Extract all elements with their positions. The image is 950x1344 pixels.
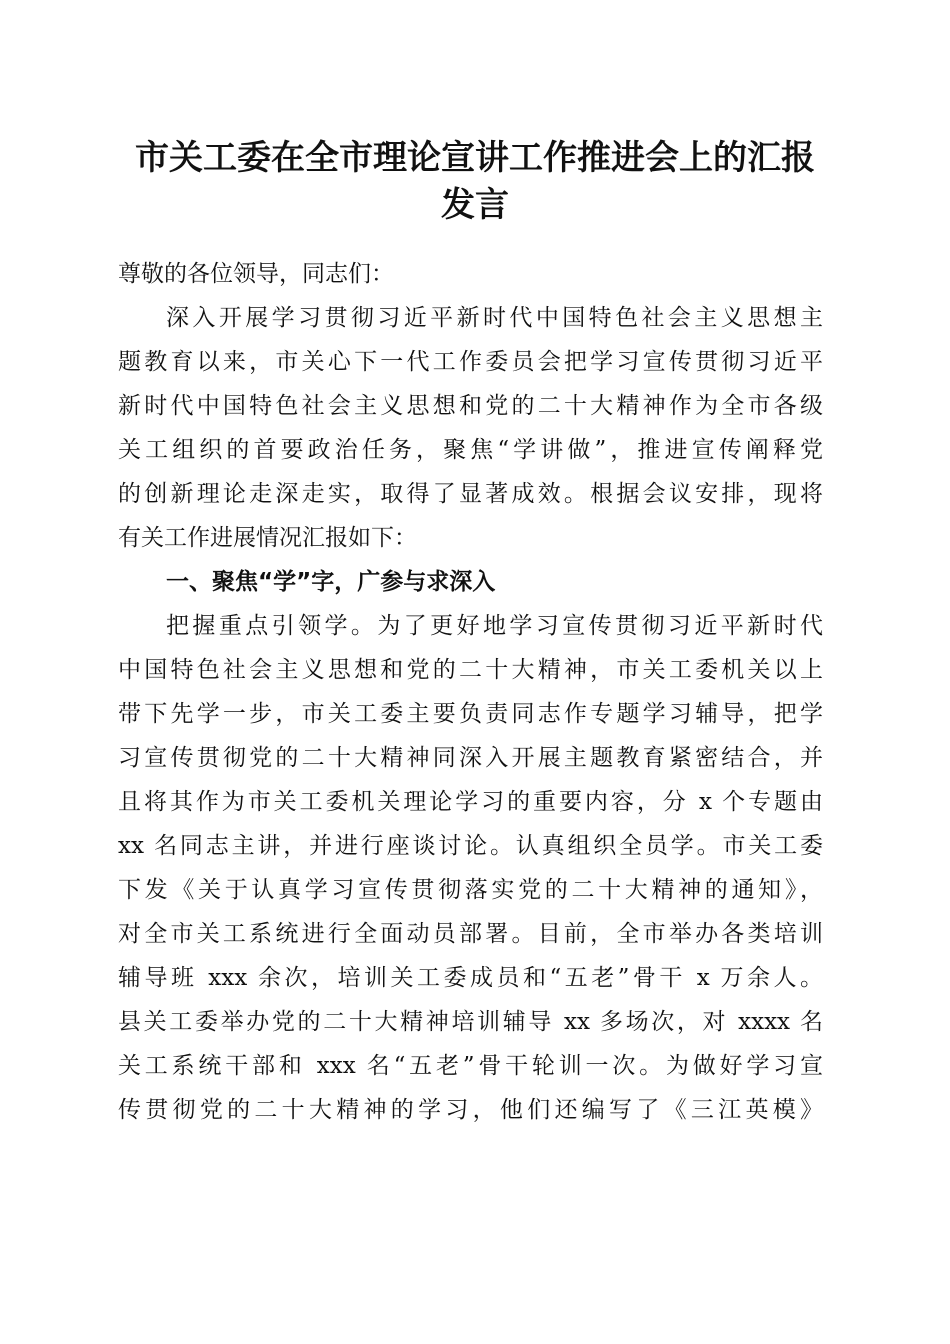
title-line: 发言 — [441, 185, 509, 225]
paragraph-line: 有关工作进展情况汇报如下： — [118, 525, 417, 551]
paragraph-line: 传贯彻党的二十大精神的学习，他们还编写了《三江英模》 — [118, 1097, 823, 1123]
title-line: 市关工委在全市理论宣讲工作推进会上的汇报 — [135, 138, 815, 178]
section-heading: 一、聚焦“学”字，广参与求深入 — [166, 569, 496, 595]
paragraph-line: 县关工委举办党的二十大精神培训辅导 xx 多场次，对 xxxx 名 — [118, 1009, 823, 1035]
paragraph-line: 题教育以来，市关心下一代工作委员会把学习宣传贯彻习近平 — [118, 349, 823, 375]
paragraph-line: 的创新理论走深走实，取得了显著成效。根据会议安排，现将 — [118, 481, 823, 507]
paragraph-line: 关工系统干部和 xxx 名“五老”骨干轮训一次。为做好学习宣 — [118, 1053, 823, 1079]
paragraph-line: xx 名同志主讲，并进行座谈讨论。认真组织全员学。市关工委 — [118, 833, 823, 859]
paragraph-line: 新时代中国特色社会主义思想和党的二十大精神作为全市各级 — [118, 393, 823, 419]
paragraph-line: 且将其作为市关工委机关理论学习的重要内容，分 x 个专题由 — [118, 789, 823, 815]
paragraph-line: 对全市关工系统进行全面动员部署。目前，全市举办各类培训 — [118, 921, 823, 947]
salutation: 尊敬的各位领导，同志们： — [118, 261, 394, 287]
document-title — [110, 135, 840, 229]
paragraph-line: 辅导班 xxx 余次，培训关工委成员和“五老”骨干 x 万余人。 — [118, 965, 823, 991]
paragraph-line: 深入开展学习贯彻习近平新时代中国特色社会主义思想主 — [166, 305, 823, 331]
paragraph-line: 把握重点引领学。为了更好地学习宣传贯彻习近平新时代 — [166, 613, 823, 639]
paragraph-line: 习宣传贯彻党的二十大精神同深入开展主题教育紧密结合，并 — [118, 745, 823, 771]
paragraph-line: 关工组织的首要政治任务，聚焦“学讲做”，推进宣传阐释党 — [118, 437, 823, 463]
paragraph-line: 带下先学一步，市关工委主要负责同志作专题学习辅导，把学 — [118, 701, 823, 727]
paragraph-line: 中国特色社会主义思想和党的二十大精神，市关工委机关以上 — [118, 657, 823, 683]
document-body — [118, 252, 823, 1132]
paragraph-line: 下发《关于认真学习宣传贯彻落实党的二十大精神的通知》， — [118, 877, 823, 903]
